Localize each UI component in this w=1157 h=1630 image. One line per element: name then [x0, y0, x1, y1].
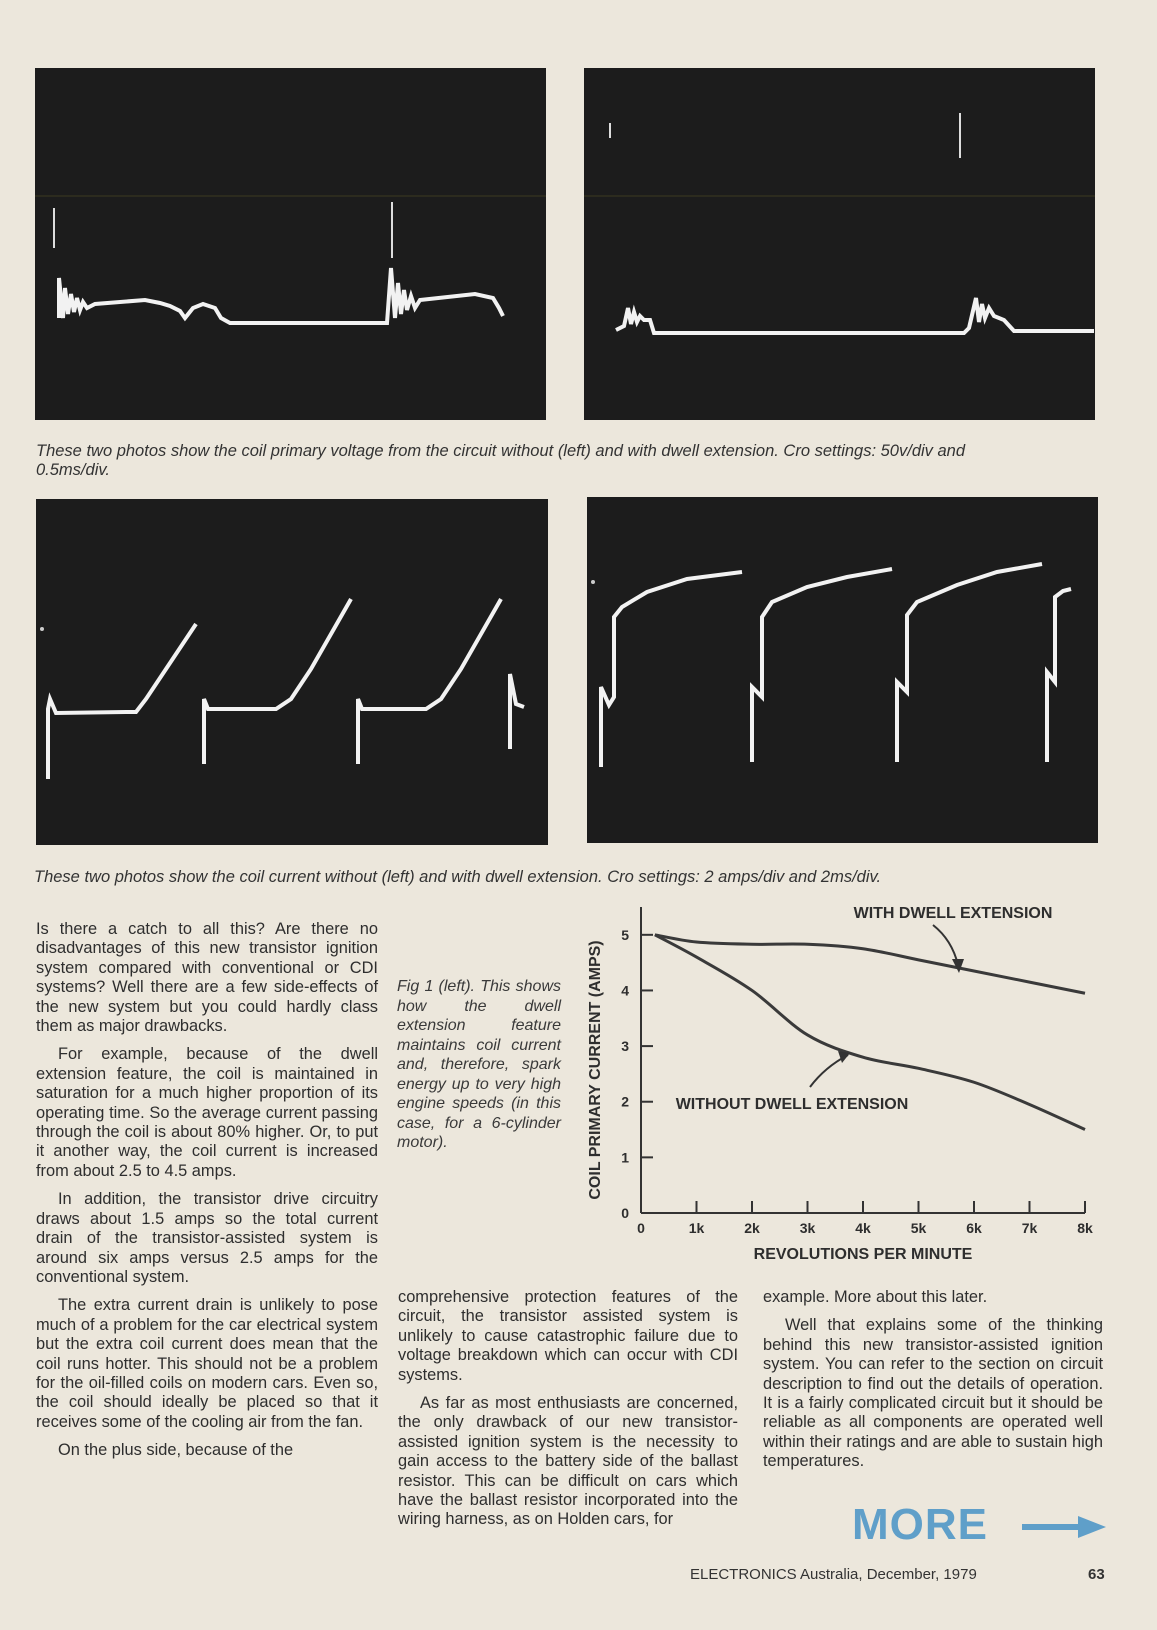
photo-voltage-without-dwell: [35, 68, 546, 420]
coil-current-chart: [580, 895, 1100, 1275]
series-label-without-dwell: WITHOUT DWELL EXTENSION: [675, 1096, 909, 1113]
arrowhead-icon: [838, 1051, 850, 1063]
body-column-2: [398, 1288, 738, 1539]
photo-voltage-with-dwell: [584, 68, 1095, 420]
paragraph: Well that explains some of the thinking behind this new transistor-assisted ignition system. You can refer to the section on circuit description to find out the details of operation. It is a fairly complicated circuit but it should be reliable as all components are operated well within their ratings and are able to sustain high temperatures.: [763, 1316, 1103, 1471]
arrow-right-icon: [1022, 1516, 1106, 1538]
series-line-with-dwell: [655, 935, 1085, 993]
body-column-1: [36, 920, 378, 1470]
y-axis-label: COIL PRIMARY CURRENT (AMPS): [587, 940, 604, 1200]
paragraph: Is there a catch to all this? Are there no disadvantages of this new transistor ignition system compared with conventional or CDI systems? Well there are a few side-effects of the new system but you could hardly class them as major drawbacks.: [36, 920, 378, 1036]
y-tick-label: 5: [621, 926, 629, 943]
body-column-3: [763, 1288, 1103, 1481]
x-tick-label: 7k: [1021, 1220, 1038, 1236]
x-tick-label: 4k: [855, 1220, 871, 1236]
x-axis-label: REVOLUTIONS PER MINUTE: [753, 1246, 973, 1263]
chart-svg: [580, 895, 1100, 1275]
paragraph: On the plus side, because of the: [58, 1441, 294, 1460]
more-label: MORE: [852, 1500, 988, 1549]
caption-voltage-photos: These two photos show the coil primary voltage from the circuit without (left) and with dwell extension. Cro settings: 50v/div and 0.5ms/div.: [36, 442, 966, 479]
paragraph: comprehensive protection features of the circuit, the transistor assisted system is unlikely to cause catastrophic failure due to voltage breakdown which can occur with CDI systems.: [398, 1288, 738, 1384]
y-tick-label: 3: [621, 1038, 629, 1055]
paragraph: example. More about this later.: [763, 1288, 988, 1306]
y-tick-label: 1: [621, 1149, 629, 1166]
y-tick-label: 2: [621, 1093, 629, 1110]
photo-current-with-dwell: [587, 497, 1098, 843]
y-tick-label: 0: [621, 1205, 629, 1221]
photo-current-without-dwell: [36, 499, 548, 845]
series-label-with-dwell: WITH DWELL EXTENSION: [853, 905, 1053, 922]
y-tick-label: 4: [621, 982, 629, 999]
x-tick-label: 5k: [910, 1220, 927, 1236]
x-tick-label: 0: [637, 1220, 645, 1236]
x-tick-label: 6k: [966, 1220, 982, 1236]
x-tick-label: 3k: [799, 1220, 816, 1236]
paragraph: As far as most enthusiasts are concerned, the only drawback of our new transistor-assisted ignition system is the necessity to gain access to the battery side of the ballast resistor. This can be difficult on cars which have the ballast resistor incorporated into the wiring harness, as on Holden cars, for: [398, 1394, 738, 1529]
page-number: 63: [1088, 1566, 1105, 1583]
x-tick-label: 2k: [744, 1220, 760, 1236]
x-tick-label: 1k: [688, 1220, 705, 1236]
figure-caption: Fig 1 (left). This shows how the dwell extension feature maintains coil current and, therefore, spark energy up to very high engine speeds (in this case, for a 6-cylinder motor).: [397, 978, 561, 1151]
footer-journal: ELECTRONICS Australia, December, 1979: [690, 1566, 977, 1583]
paragraph: For example, because of the dwell extension feature, the coil is maintained in saturation for a much higher proportion of its operating time. So the average current passing through the coil is about 80% higher. Or, to put it another way, the coil current is increased from about 2.5 to 4.5 amps.: [36, 1045, 378, 1180]
x-tick-label: 8k: [1077, 1220, 1093, 1236]
paragraph: The extra current drain is unlikely to pose much of a problem for the car electrical system but the extra coil current does mean that the coil runs hotter. This should not be a problem for the oil-filled coils on modern cars. Even so, the coil should ideally be placed so that it receives some of the cooling air from the fan.: [36, 1296, 378, 1431]
caption-current-photos: These two photos show the coil current without (left) and with dwell extension. Cro settings: 2 amps/div and 2ms/div.: [34, 868, 882, 886]
paragraph: In addition, the transistor drive circuitry draws about 1.5 amps so the total current drain of the transistor-assisted system is around six amps versus 2.5 amps for the conventional system.: [36, 1190, 378, 1286]
